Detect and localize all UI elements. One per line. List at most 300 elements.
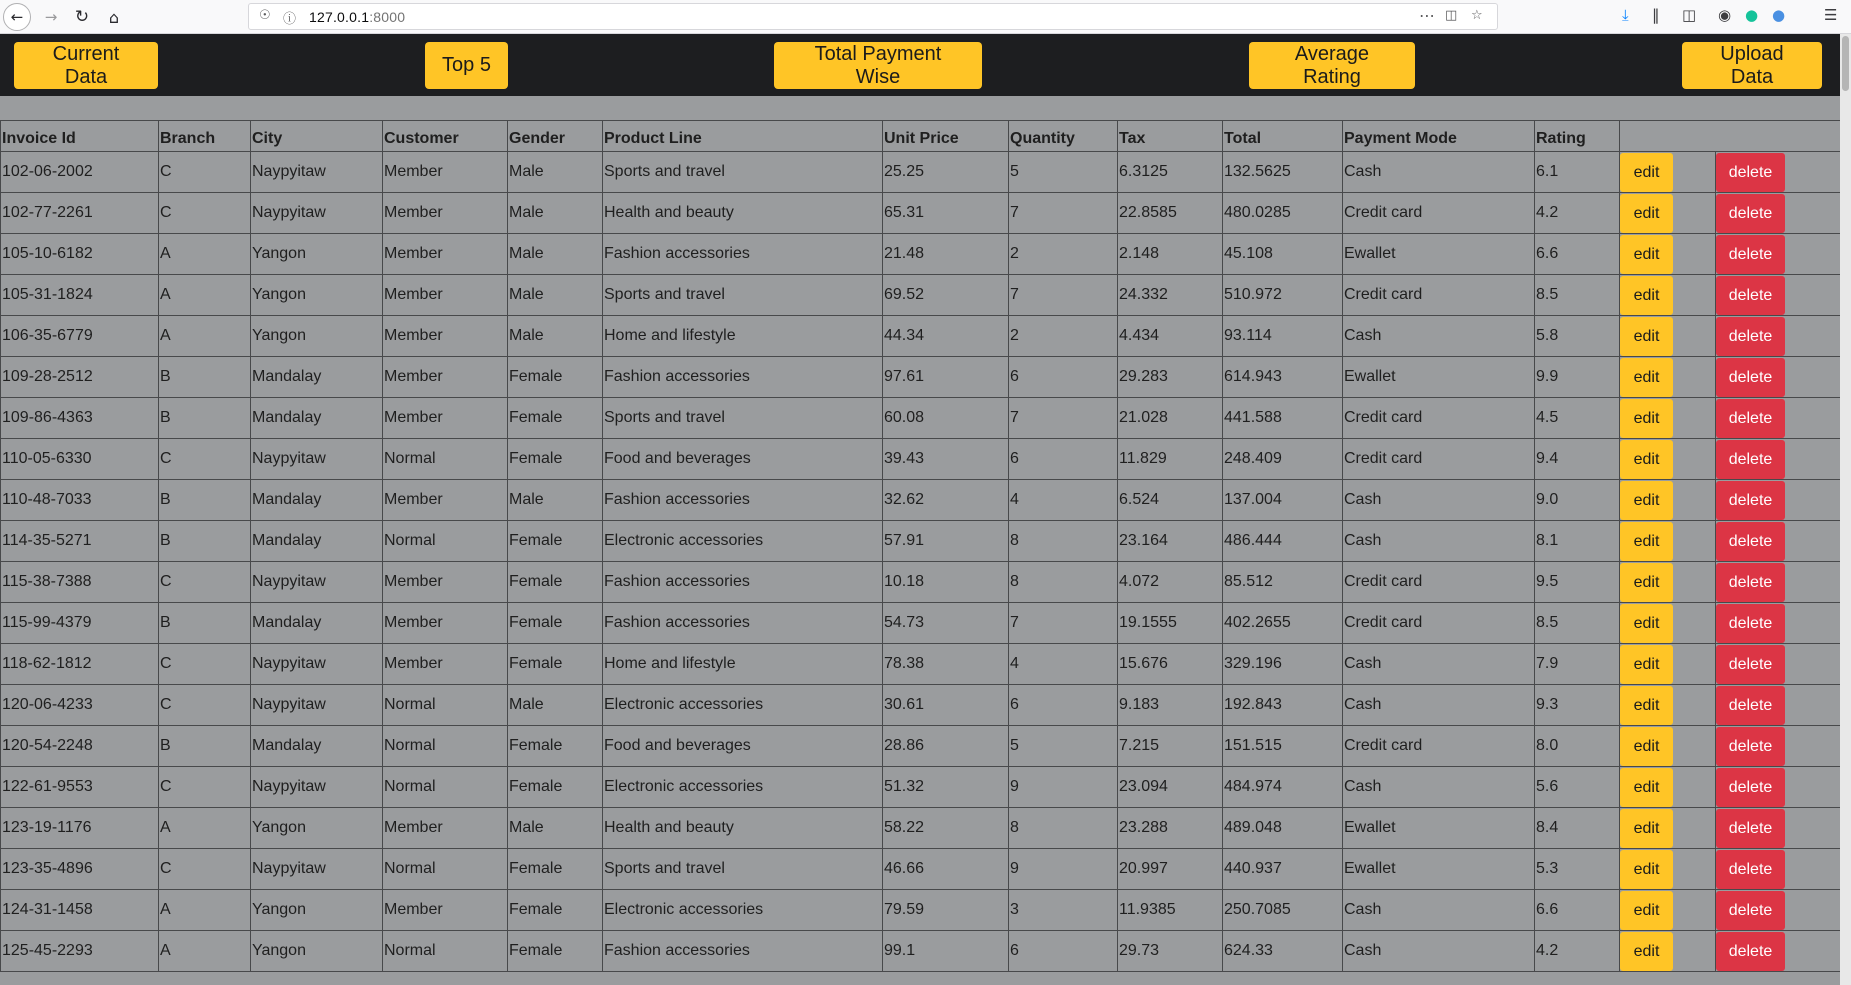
- table-row: [1, 480, 1841, 521]
- delete-button[interactable]: delete: [1716, 809, 1785, 848]
- table-row: [1, 316, 1841, 357]
- table-cell: C: [159, 685, 251, 726]
- edit-cell: [1620, 849, 1716, 890]
- table-cell: 3: [1009, 890, 1118, 931]
- table-cell: 441.588: [1223, 398, 1343, 439]
- table-cell: Female: [508, 439, 603, 480]
- table-cell: 7: [1009, 603, 1118, 644]
- delete-button[interactable]: delete: [1716, 317, 1785, 356]
- delete-button[interactable]: delete: [1716, 604, 1785, 643]
- edit-button[interactable]: edit: [1620, 850, 1673, 889]
- back-arrow-icon[interactable]: ←: [3, 3, 31, 31]
- table-cell: Member: [383, 398, 508, 439]
- table-cell: 22.8585: [1118, 193, 1223, 234]
- table-cell: 248.409: [1223, 439, 1343, 480]
- table-cell: Cash: [1343, 931, 1535, 972]
- table-cell: B: [159, 357, 251, 398]
- account-icon[interactable]: ◉: [1718, 6, 1732, 24]
- table-cell: 6.524: [1118, 480, 1223, 521]
- edit-cell: [1620, 562, 1716, 603]
- table-cell: Health and beauty: [603, 808, 883, 849]
- table-cell: Member: [383, 644, 508, 685]
- table-cell: A: [159, 808, 251, 849]
- table-row: [1, 398, 1841, 439]
- table-cell: Mandalay: [251, 398, 383, 439]
- reload-icon[interactable]: ↻: [74, 7, 90, 27]
- table-cell: Cash: [1343, 685, 1535, 726]
- table-cell: Naypyitaw: [251, 685, 383, 726]
- table-cell: Male: [508, 685, 603, 726]
- table-cell: Electronic accessories: [603, 685, 883, 726]
- table-cell: Food and beverages: [603, 439, 883, 480]
- delete-button[interactable]: delete: [1716, 481, 1785, 520]
- table-cell: 11.9385: [1118, 890, 1223, 931]
- column-header: Quantity: [1009, 121, 1118, 152]
- table-cell: 6.6: [1535, 890, 1620, 931]
- table-cell: Cash: [1343, 152, 1535, 193]
- menu-icon[interactable]: ☰: [1824, 6, 1838, 24]
- table-cell: 23.094: [1118, 767, 1223, 808]
- edit-button[interactable]: edit: [1620, 809, 1673, 848]
- delete-button[interactable]: delete: [1716, 194, 1785, 233]
- table-cell: Member: [383, 562, 508, 603]
- edit-button[interactable]: edit: [1620, 358, 1673, 397]
- column-header: Total: [1223, 121, 1343, 152]
- table-cell: Member: [383, 603, 508, 644]
- delete-button[interactable]: delete: [1716, 932, 1785, 971]
- library-icon[interactable]: ‖: [1652, 6, 1660, 24]
- table-cell: A: [159, 890, 251, 931]
- table-cell: 7: [1009, 275, 1118, 316]
- table-row: [1, 357, 1841, 398]
- edit-button[interactable]: edit: [1620, 276, 1673, 315]
- table-cell: 57.91: [883, 521, 1009, 562]
- table-cell: Male: [508, 808, 603, 849]
- edit-cell: [1620, 480, 1716, 521]
- table-cell: Electronic accessories: [603, 890, 883, 931]
- table-cell: Female: [508, 931, 603, 972]
- table-cell: 23.164: [1118, 521, 1223, 562]
- table-cell: Male: [508, 480, 603, 521]
- edit-cell: [1620, 234, 1716, 275]
- table-cell: Credit card: [1343, 398, 1535, 439]
- table-cell: 65.31: [883, 193, 1009, 234]
- table-cell: 97.61: [883, 357, 1009, 398]
- table-cell: 6: [1009, 439, 1118, 480]
- table-cell: 114-35-5271: [1, 521, 159, 562]
- edit-cell: [1620, 193, 1716, 234]
- table-cell: Female: [508, 562, 603, 603]
- table-cell: Ewallet: [1343, 808, 1535, 849]
- delete-button[interactable]: delete: [1716, 358, 1785, 397]
- delete-button[interactable]: delete: [1716, 891, 1785, 930]
- table-cell: 440.937: [1223, 849, 1343, 890]
- table-cell: Yangon: [251, 234, 383, 275]
- table-cell: Member: [383, 890, 508, 931]
- table-cell: 7: [1009, 193, 1118, 234]
- delete-cell: [1716, 234, 1841, 275]
- table-cell: Ewallet: [1343, 357, 1535, 398]
- table-row: [1, 767, 1841, 808]
- delete-button[interactable]: delete: [1716, 399, 1785, 438]
- table-cell: Food and beverages: [603, 726, 883, 767]
- edit-button[interactable]: edit: [1620, 194, 1673, 233]
- table-cell: 4.072: [1118, 562, 1223, 603]
- table-cell: 24.332: [1118, 275, 1223, 316]
- delete-button[interactable]: delete: [1716, 727, 1785, 766]
- table-cell: 109-86-4363: [1, 398, 159, 439]
- table-cell: 8: [1009, 521, 1118, 562]
- delete-cell: [1716, 685, 1841, 726]
- table-row: [1, 152, 1841, 193]
- table-cell: 5: [1009, 152, 1118, 193]
- table-cell: 45.108: [1223, 234, 1343, 275]
- edit-cell: [1620, 808, 1716, 849]
- edit-cell: [1620, 439, 1716, 480]
- table-cell: Fashion accessories: [603, 480, 883, 521]
- delete-cell: [1716, 357, 1841, 398]
- table-row: [1, 439, 1841, 480]
- table-cell: 4.5: [1535, 398, 1620, 439]
- table-cell: Ewallet: [1343, 849, 1535, 890]
- url-bar[interactable]: [248, 3, 1498, 30]
- table-cell: Naypyitaw: [251, 644, 383, 685]
- table-cell: Fashion accessories: [603, 357, 883, 398]
- table-cell: Female: [508, 357, 603, 398]
- shield-icon[interactable]: ☉: [259, 8, 271, 23]
- table-cell: 8.5: [1535, 275, 1620, 316]
- delete-button[interactable]: delete: [1716, 768, 1785, 807]
- delete-cell: [1716, 767, 1841, 808]
- table-cell: 4.2: [1535, 931, 1620, 972]
- table-cell: Member: [383, 316, 508, 357]
- delete-cell: [1716, 808, 1841, 849]
- delete-button[interactable]: delete: [1716, 153, 1785, 192]
- table-cell: Cash: [1343, 316, 1535, 357]
- table-cell: Yangon: [251, 808, 383, 849]
- table-cell: Female: [508, 890, 603, 931]
- more-options-icon[interactable]: ⋯: [1419, 6, 1435, 25]
- invoice-table-container: [0, 120, 1840, 972]
- table-cell: Normal: [383, 767, 508, 808]
- table-cell: 58.22: [883, 808, 1009, 849]
- table-cell: 78.38: [883, 644, 1009, 685]
- table-cell: Normal: [383, 521, 508, 562]
- table-cell: 250.7085: [1223, 890, 1343, 931]
- edit-cell: [1620, 603, 1716, 644]
- table-cell: 6.3125: [1118, 152, 1223, 193]
- average-rating-button[interactable]: Average Rating: [1249, 42, 1415, 89]
- actions-header: [1620, 121, 1841, 152]
- edit-button[interactable]: edit: [1620, 440, 1673, 479]
- column-header: Product Line: [603, 121, 883, 152]
- table-cell: 118-62-1812: [1, 644, 159, 685]
- table-cell: Mandalay: [251, 603, 383, 644]
- total-payment-button[interactable]: Total Payment Wise: [774, 42, 982, 89]
- table-cell: Female: [508, 603, 603, 644]
- table-cell: Naypyitaw: [251, 562, 383, 603]
- column-header: Branch: [159, 121, 251, 152]
- table-cell: 9.5: [1535, 562, 1620, 603]
- delete-cell: [1716, 603, 1841, 644]
- table-cell: 93.114: [1223, 316, 1343, 357]
- edit-cell: [1620, 931, 1716, 972]
- table-cell: Male: [508, 316, 603, 357]
- table-cell: Cash: [1343, 644, 1535, 685]
- table-cell: 39.43: [883, 439, 1009, 480]
- table-cell: Sports and travel: [603, 849, 883, 890]
- edit-button[interactable]: edit: [1620, 768, 1673, 807]
- table-row: [1, 521, 1841, 562]
- table-cell: Member: [383, 480, 508, 521]
- table-cell: 29.73: [1118, 931, 1223, 972]
- url-port: :8000: [369, 9, 406, 25]
- home-icon[interactable]: ⌂: [108, 7, 120, 27]
- table-cell: 79.59: [883, 890, 1009, 931]
- bookmark-star-icon[interactable]: ☆: [1471, 8, 1483, 23]
- table-cell: 54.73: [883, 603, 1009, 644]
- table-cell: 6.1: [1535, 152, 1620, 193]
- table-cell: 6: [1009, 357, 1118, 398]
- url-text[interactable]: [309, 9, 405, 25]
- delete-cell: [1716, 439, 1841, 480]
- table-cell: Yangon: [251, 316, 383, 357]
- delete-button[interactable]: delete: [1716, 645, 1785, 684]
- table-cell: 85.512: [1223, 562, 1343, 603]
- table-cell: 2: [1009, 316, 1118, 357]
- table-cell: 106-35-6779: [1, 316, 159, 357]
- table-cell: Sports and travel: [603, 275, 883, 316]
- edit-cell: [1620, 275, 1716, 316]
- edit-button[interactable]: edit: [1620, 727, 1673, 766]
- forward-arrow-icon[interactable]: →: [44, 8, 58, 26]
- table-cell: A: [159, 234, 251, 275]
- table-cell: 60.08: [883, 398, 1009, 439]
- edit-cell: [1620, 644, 1716, 685]
- delete-button[interactable]: delete: [1716, 686, 1785, 725]
- table-cell: Normal: [383, 439, 508, 480]
- info-icon[interactable]: ⓘ: [283, 12, 297, 27]
- table-cell: Sports and travel: [603, 398, 883, 439]
- table-cell: 6.6: [1535, 234, 1620, 275]
- delete-cell: [1716, 521, 1841, 562]
- table-cell: Normal: [383, 685, 508, 726]
- edit-button[interactable]: edit: [1620, 604, 1673, 643]
- table-row: [1, 685, 1841, 726]
- table-cell: Normal: [383, 849, 508, 890]
- grammarly-icon[interactable]: ●: [1745, 6, 1759, 24]
- table-cell: 69.52: [883, 275, 1009, 316]
- table-cell: 102-77-2261: [1, 193, 159, 234]
- edit-button[interactable]: edit: [1620, 686, 1673, 725]
- column-header: Invoice Id: [1, 121, 159, 152]
- table-cell: Credit card: [1343, 193, 1535, 234]
- table-cell: 8: [1009, 562, 1118, 603]
- column-header: Rating: [1535, 121, 1620, 152]
- table-cell: Home and lifestyle: [603, 644, 883, 685]
- table-cell: 110-05-6330: [1, 439, 159, 480]
- edit-button[interactable]: edit: [1620, 481, 1673, 520]
- column-header: City: [251, 121, 383, 152]
- table-cell: 120-54-2248: [1, 726, 159, 767]
- edit-button[interactable]: edit: [1620, 563, 1673, 602]
- table-cell: 124-31-1458: [1, 890, 159, 931]
- edit-button[interactable]: edit: [1620, 891, 1673, 930]
- table-cell: Fashion accessories: [603, 603, 883, 644]
- table-cell: Normal: [383, 726, 508, 767]
- edit-cell: [1620, 685, 1716, 726]
- edit-button[interactable]: edit: [1620, 235, 1673, 274]
- delete-button[interactable]: delete: [1716, 276, 1785, 315]
- top5-button[interactable]: Top 5: [425, 42, 508, 89]
- table-cell: 29.283: [1118, 357, 1223, 398]
- table-cell: B: [159, 521, 251, 562]
- table-cell: Cash: [1343, 890, 1535, 931]
- table-cell: 402.2655: [1223, 603, 1343, 644]
- edit-button[interactable]: edit: [1620, 317, 1673, 356]
- table-row: [1, 193, 1841, 234]
- table-cell: 9.0: [1535, 480, 1620, 521]
- table-cell: Member: [383, 152, 508, 193]
- delete-button[interactable]: delete: [1716, 850, 1785, 889]
- table-cell: Credit card: [1343, 439, 1535, 480]
- table-row: [1, 644, 1841, 685]
- table-cell: 51.32: [883, 767, 1009, 808]
- pocket-icon[interactable]: ◫: [1445, 8, 1458, 23]
- table-cell: Yangon: [251, 275, 383, 316]
- table-cell: A: [159, 931, 251, 972]
- edit-cell: [1620, 357, 1716, 398]
- table-row: [1, 808, 1841, 849]
- scrollbar-thumb[interactable]: [1842, 36, 1849, 91]
- table-cell: 19.1555: [1118, 603, 1223, 644]
- table-cell: Female: [508, 398, 603, 439]
- table-cell: Naypyitaw: [251, 439, 383, 480]
- table-body: [1, 152, 1841, 972]
- table-cell: 15.676: [1118, 644, 1223, 685]
- column-header: Payment Mode: [1343, 121, 1535, 152]
- table-cell: Health and beauty: [603, 193, 883, 234]
- download-icon[interactable]: ⤓: [1622, 6, 1629, 24]
- table-cell: 125-45-2293: [1, 931, 159, 972]
- table-cell: 4: [1009, 480, 1118, 521]
- url-host: 127.0.0.1: [309, 9, 370, 25]
- table-cell: Member: [383, 808, 508, 849]
- table-cell: Naypyitaw: [251, 193, 383, 234]
- table-cell: 6: [1009, 931, 1118, 972]
- table-row: [1, 931, 1841, 972]
- delete-cell: [1716, 890, 1841, 931]
- edit-button[interactable]: edit: [1620, 932, 1673, 971]
- table-cell: 8: [1009, 808, 1118, 849]
- table-cell: C: [159, 849, 251, 890]
- table-cell: 9.3: [1535, 685, 1620, 726]
- table-cell: Credit card: [1343, 726, 1535, 767]
- table-cell: C: [159, 152, 251, 193]
- table-cell: 28.86: [883, 726, 1009, 767]
- table-cell: 110-48-7033: [1, 480, 159, 521]
- table-cell: Cash: [1343, 767, 1535, 808]
- table-cell: 120-06-4233: [1, 685, 159, 726]
- table-cell: B: [159, 726, 251, 767]
- table-cell: Credit card: [1343, 562, 1535, 603]
- table-cell: 21.48: [883, 234, 1009, 275]
- table-cell: 123-35-4896: [1, 849, 159, 890]
- extension-icon[interactable]: ●: [1772, 6, 1786, 24]
- table-cell: Cash: [1343, 521, 1535, 562]
- table-cell: Home and lifestyle: [603, 316, 883, 357]
- browser-toolbar: [0, 0, 1851, 34]
- table-cell: Naypyitaw: [251, 767, 383, 808]
- table-cell: 7: [1009, 398, 1118, 439]
- upload-data-button[interactable]: Upload Data: [1682, 42, 1822, 89]
- table-row: [1, 849, 1841, 890]
- edit-cell: [1620, 726, 1716, 767]
- table-cell: Male: [508, 234, 603, 275]
- table-cell: Mandalay: [251, 357, 383, 398]
- table-row: [1, 234, 1841, 275]
- edit-button[interactable]: edit: [1620, 645, 1673, 684]
- delete-cell: [1716, 931, 1841, 972]
- table-row: [1, 890, 1841, 931]
- table-cell: Male: [508, 193, 603, 234]
- table-cell: 9.4: [1535, 439, 1620, 480]
- table-cell: 4.2: [1535, 193, 1620, 234]
- table-cell: Yangon: [251, 890, 383, 931]
- edit-button[interactable]: edit: [1620, 153, 1673, 192]
- delete-cell: [1716, 562, 1841, 603]
- table-cell: 9.9: [1535, 357, 1620, 398]
- delete-cell: [1716, 275, 1841, 316]
- delete-cell: [1716, 316, 1841, 357]
- table-cell: 151.515: [1223, 726, 1343, 767]
- edit-button[interactable]: edit: [1620, 522, 1673, 561]
- current-data-button[interactable]: Current Data: [14, 42, 158, 89]
- delete-button[interactable]: delete: [1716, 235, 1785, 274]
- table-cell: 46.66: [883, 849, 1009, 890]
- table-row: [1, 603, 1841, 644]
- table-cell: 105-10-6182: [1, 234, 159, 275]
- page-scrollbar[interactable]: [1840, 34, 1851, 985]
- table-cell: Female: [508, 849, 603, 890]
- table-cell: 2.148: [1118, 234, 1223, 275]
- table-cell: Female: [508, 521, 603, 562]
- table-cell: Electronic accessories: [603, 521, 883, 562]
- table-row: [1, 275, 1841, 316]
- table-cell: 510.972: [1223, 275, 1343, 316]
- table-cell: 480.0285: [1223, 193, 1343, 234]
- table-cell: 123-19-1176: [1, 808, 159, 849]
- table-cell: Mandalay: [251, 726, 383, 767]
- delete-button[interactable]: delete: [1716, 440, 1785, 479]
- table-cell: 9.183: [1118, 685, 1223, 726]
- sidebar-icon[interactable]: ◫: [1682, 6, 1697, 24]
- edit-button[interactable]: edit: [1620, 399, 1673, 438]
- table-cell: 9: [1009, 849, 1118, 890]
- delete-button[interactable]: delete: [1716, 522, 1785, 561]
- table-cell: 25.25: [883, 152, 1009, 193]
- table-cell: Normal: [383, 931, 508, 972]
- table-cell: Cash: [1343, 480, 1535, 521]
- table-cell: Male: [508, 275, 603, 316]
- table-cell: A: [159, 275, 251, 316]
- invoice-table: [0, 120, 1841, 972]
- table-cell: 5.8: [1535, 316, 1620, 357]
- column-header: Tax: [1118, 121, 1223, 152]
- table-cell: 484.974: [1223, 767, 1343, 808]
- delete-button[interactable]: delete: [1716, 563, 1785, 602]
- table-cell: Fashion accessories: [603, 931, 883, 972]
